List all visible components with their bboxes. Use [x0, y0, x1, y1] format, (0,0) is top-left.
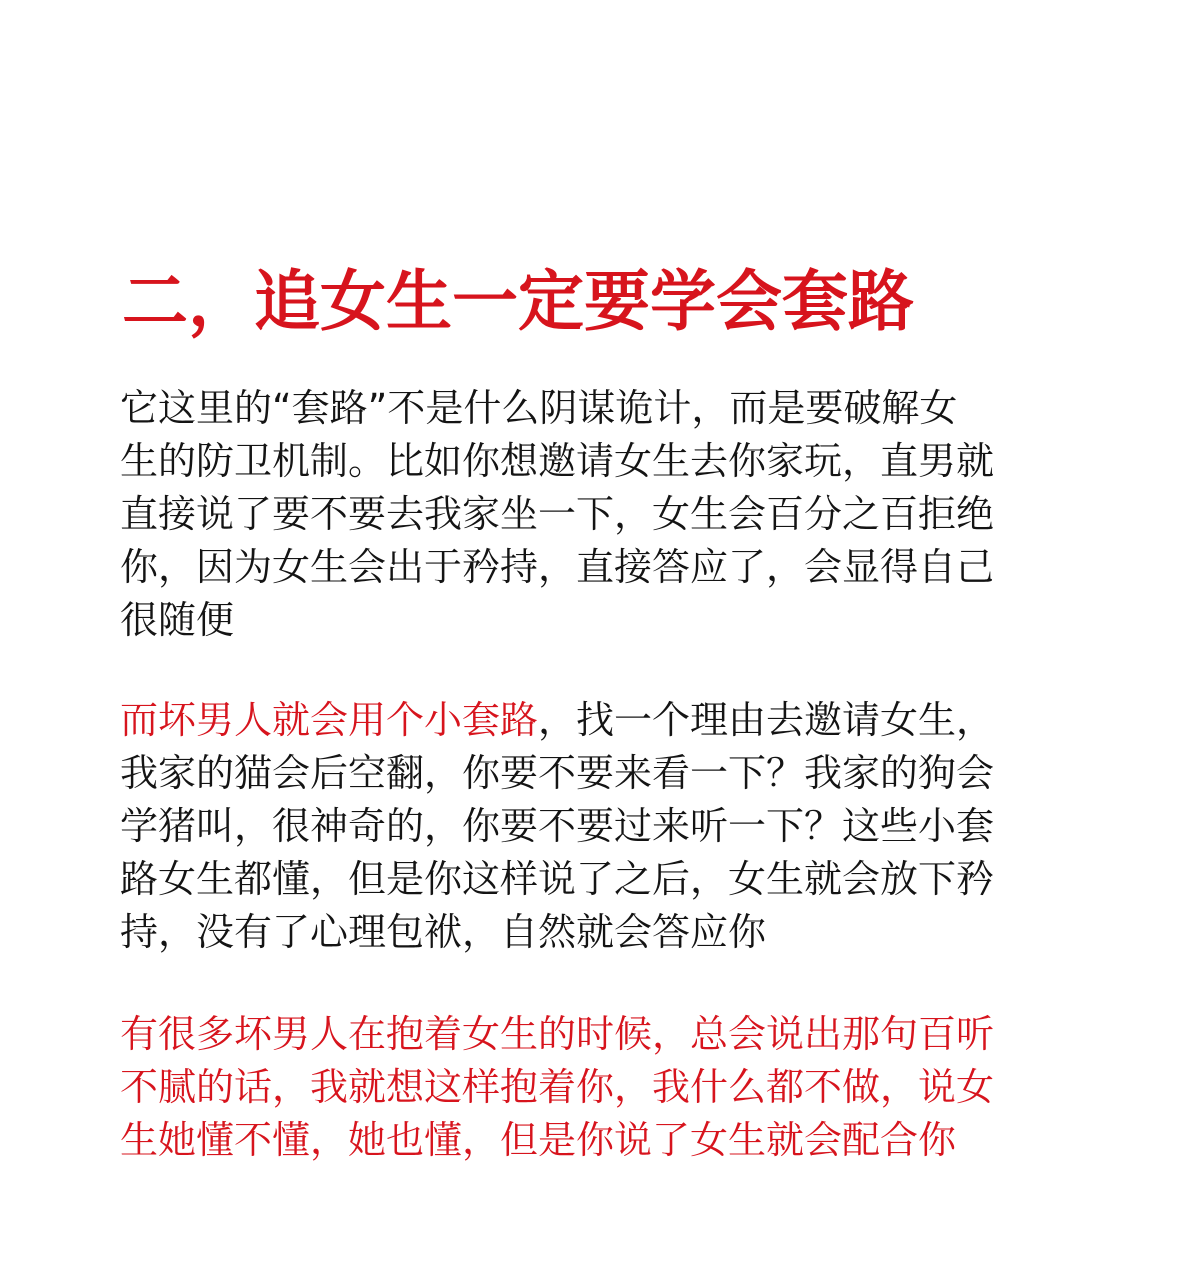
paragraph-1-line-3: 直接说了要不要去我家坐一下，女生会百分之百拒绝 [120, 492, 995, 536]
paragraph-3-line-2: 不腻的话，我就想这样抱着你，我什么都不做，说女 [120, 1065, 995, 1109]
paragraph-2-line-4: 路女生都懂，但是你这样说了之后，女生就会放下矜 [120, 857, 995, 901]
paragraph-2-line-5: 持，没有了心理包袱，自然就会答应你 [120, 910, 767, 954]
paragraph-2-line-1 [120, 694, 1020, 747]
section-heading: 二，追女生一定要学会套路 [122, 263, 914, 340]
paragraph-3-line-1: 有很多坏男人在抱着女生的时候，总会说出那句百听 [120, 1012, 995, 1056]
paragraph-2-line-2: 我家的猫会后空翻，你要不要来看一下？我家的狗会 [120, 751, 995, 795]
paragraph-2-line-3: 学猪叫，很神奇的，你要不要过来听一下？这些小套 [120, 804, 995, 848]
paragraph-2-highlight: 而坏男人就会用个小套路 [120, 698, 539, 742]
paragraph-1 [120, 382, 1020, 647]
paragraph-1-line-2: 生的防卫机制。比如你想邀请女生去你家玩，直男就 [120, 439, 995, 483]
paragraph-1-line-1: 它这里的“套路”不是什么阴谋诡计，而是要破解女 [120, 386, 958, 430]
paragraph-2-line-1-rest: ，找一个理由去邀请女生， [538, 698, 995, 742]
paragraph-3-line-3: 生她懂不懂，她也懂，但是你说了女生就会配合你 [120, 1118, 957, 1162]
paragraph-3 [120, 1008, 1020, 1167]
paragraph-2 [120, 694, 1020, 959]
paragraph-1-line-4: 你，因为女生会出于矜持，直接答应了，会显得自己 [120, 545, 995, 589]
paragraph-1-line-5: 很随便 [120, 598, 235, 642]
